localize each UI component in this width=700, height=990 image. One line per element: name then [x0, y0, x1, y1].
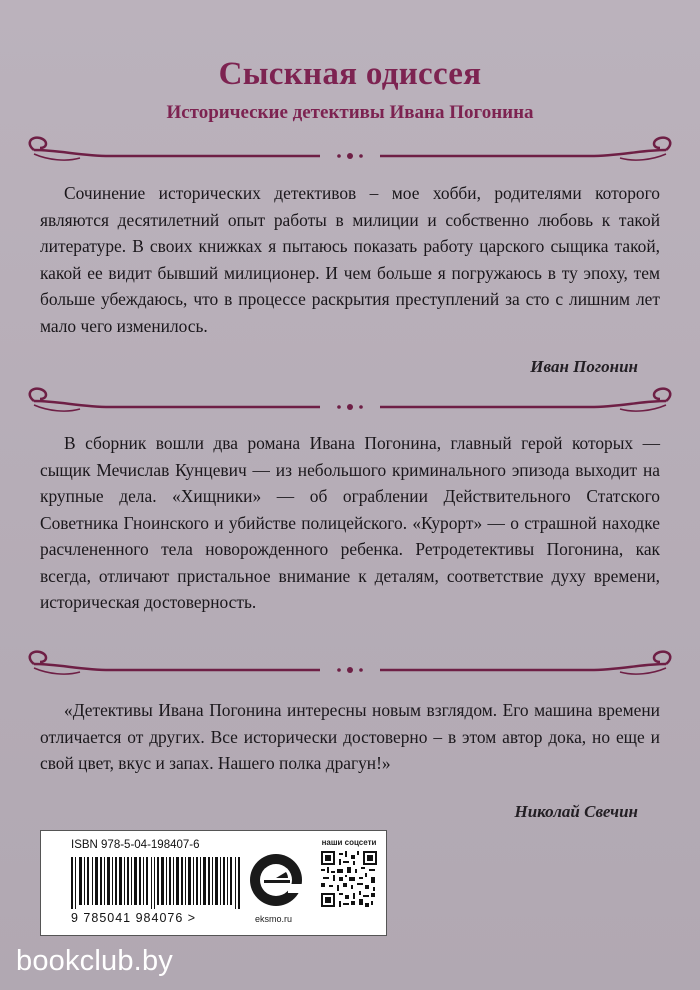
- review-signature: Николай Свечин: [514, 802, 638, 821]
- book-series-title: Сыскная одиссея: [218, 56, 482, 92]
- book-series-subtitle: Исторические детективы Ивана Погонина: [166, 102, 534, 123]
- book-description: В сборник вошли два романа Ивана Погонина, главный герой которых — сыщик Мечислав Кунцевич — из небольшого криминального эпизода выходит на крупные дела. «Хищники» — об ограблении Действительного Статского Советника Гноинского и убийстве полицейского. «Курорт» — о страшной находке расчлененного тела новорожденного ребенка. Ретродетективы Погонина, как всегда, отличают пристальное внимание к деталям, соответствие духу времени, историческая достоверность.: [40, 433, 660, 612]
- author-statement: Сочинение исторических детективов – мое хобби, родителями которого являются десятилетний опыт работы в милиции и собственно любовь к такой литературе. В своих книжках я пытаюсь показать работу царского сыщика такой, какой ее видит бывший милиционер. И чем больше я погружаюсь в ту эпоху, тем больше убеждаюсь, что в процессе раскрытия преступлений за сто с лишним лет мало чего изменилось.: [40, 183, 660, 336]
- ornament-divider: [20, 383, 680, 423]
- author-signature: Иван Погонин: [530, 357, 638, 376]
- eksmo-logo-icon: [246, 850, 306, 910]
- isbn-panel: [40, 830, 387, 936]
- review-quote: «Детективы Ивана Погонина интересны новым взглядом. Его машина времени отличается от других. Все исторически достоверно – в этом автор дока, но еще и свой цвет, вкус и запах. Нашего полка драгун!»: [40, 700, 660, 773]
- barcode-digits: 9 785041 984076 >: [71, 911, 197, 925]
- ornament-divider: [20, 132, 680, 172]
- isbn-number: ISBN 978-5-04-198407-6: [71, 839, 200, 851]
- ornament-divider: [20, 646, 680, 686]
- social-label: наши соцсети: [321, 838, 377, 847]
- qr-code-icon: [321, 851, 377, 907]
- publisher-url: eksmo.ru: [255, 914, 293, 924]
- watermark: bookclub.by: [16, 945, 173, 977]
- barcode-icon: [71, 857, 241, 909]
